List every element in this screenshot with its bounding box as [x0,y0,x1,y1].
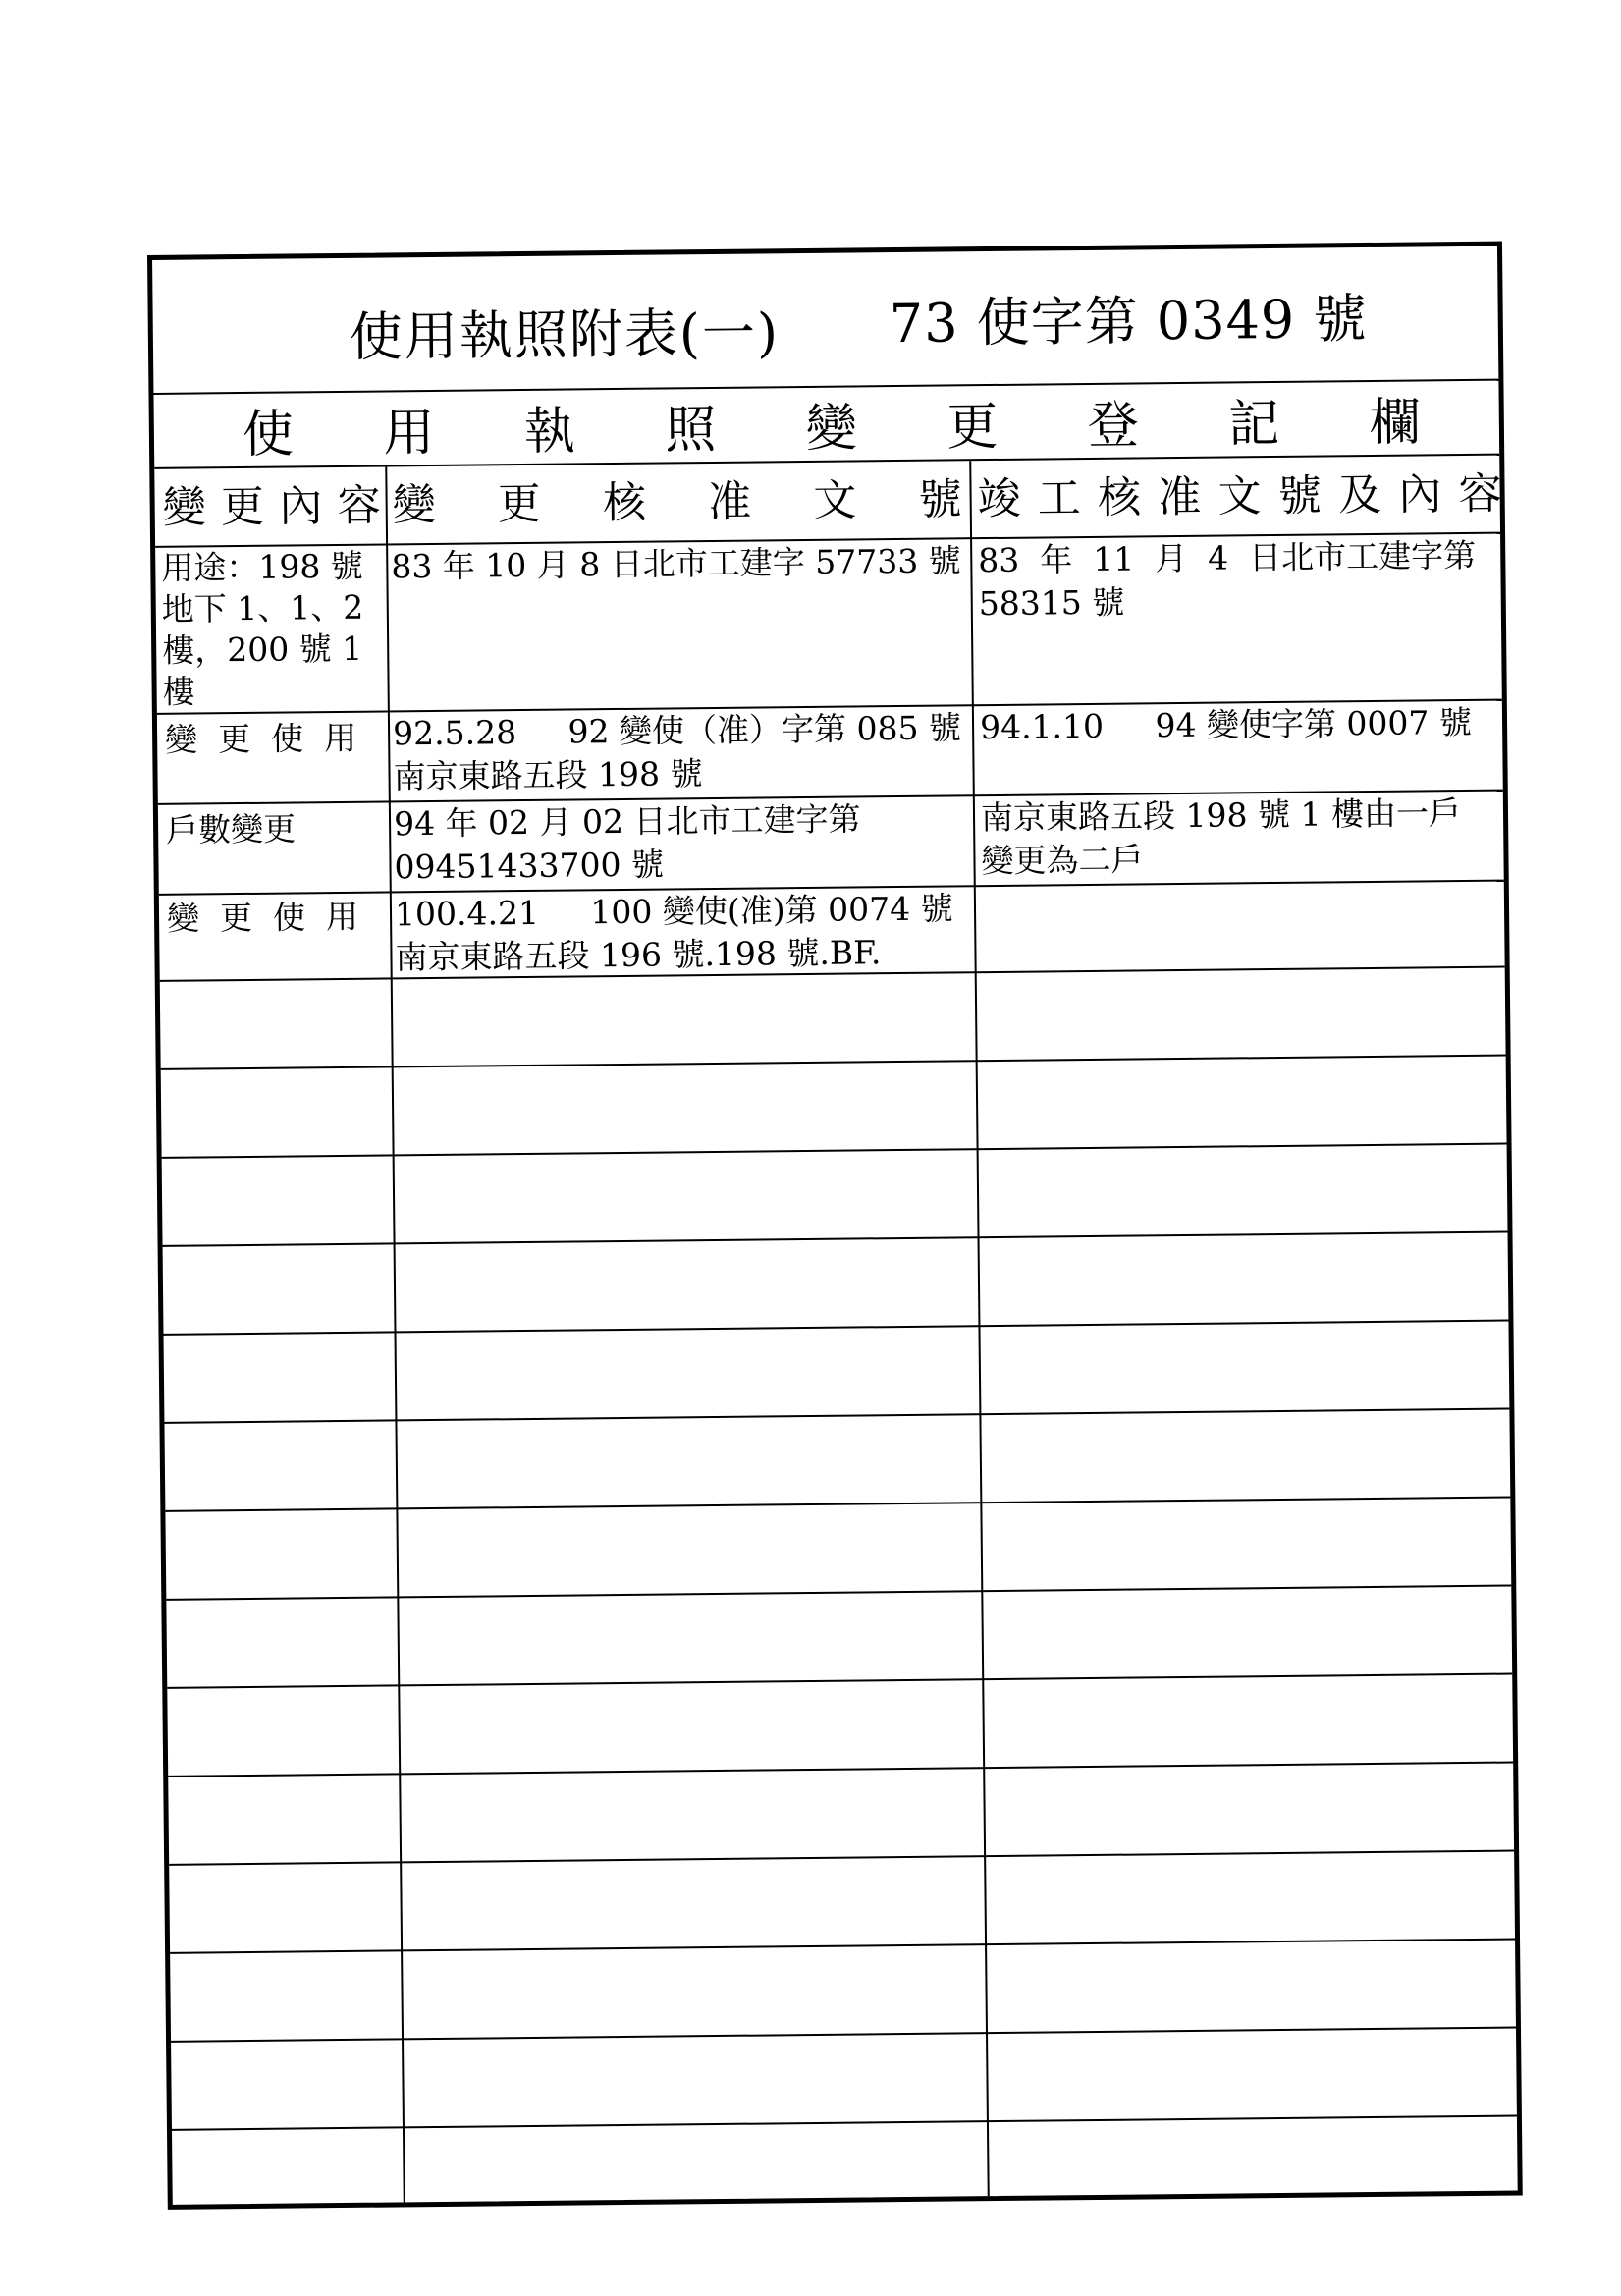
header-char: 工 [1037,473,1082,524]
header-char: 竣 [977,473,1021,525]
header-char: 號 [918,474,962,525]
form-title-row [152,246,1498,395]
header-char: 更 [497,478,542,530]
header-char: 核 [1097,472,1142,523]
register-title-char: 登 [1087,395,1140,456]
row-divider [165,1497,1510,1512]
header-char: 文 [813,475,857,526]
header-char: 准 [707,476,752,528]
register-title-char: 更 [946,397,999,457]
header-char: 內 [1398,469,1442,520]
row-4-content: 變 更 使 用 [166,897,359,938]
row-1-completion: 83 年 11 月 4 日北市工建字第 58315 號 [978,535,1477,624]
register-title-char: 使 [242,404,295,465]
register-title-char: 變 [805,398,858,459]
row-1-content: 用途：198 號 地下 1、1、2 樓，200 號 1 樓 [161,546,364,711]
header-char: 核 [602,477,647,529]
header-char: 容 [337,480,381,531]
row-divider [163,1231,1508,1247]
register-title-char: 照 [665,400,717,460]
header-change-content [162,475,381,540]
header-char: 及 [1337,469,1382,521]
row-divider [167,1673,1512,1689]
row-3-completion: 南京東路五段 198 號 1 樓由一戶 變更為二戶 [980,793,1462,881]
row-divider [166,1585,1511,1601]
row-3-content: 戶數變更 [165,809,297,849]
form-title: 使用執照附表(一) [349,301,781,368]
row-2-completion: 94.1.10 94 變使字第 0007 號 [979,702,1473,747]
row-divider [161,1055,1506,1070]
row-2-content: 變 更 使 用 [164,718,357,759]
row-divider [162,1143,1507,1159]
row-divider [170,1939,1515,1954]
header-char: 號 [1277,470,1323,521]
register-title-char: 記 [1227,394,1280,454]
row-divider [168,1762,1513,1777]
register-title-char: 用 [383,403,435,463]
row-1-approval: 83 年 10 月 8 日北市工建字 57733 號 [391,541,961,586]
row-4-approval: 100.4.21 100 變使(准)第 0074 號 南京東路五段 196 號.198 號.BF. [394,889,953,977]
row-divider [171,2027,1516,2043]
row-divider [169,1850,1514,1866]
header-char: 准 [1158,471,1202,523]
row-divider [164,1408,1509,1424]
header-completion-approval [977,464,1502,532]
row-3-approval: 94 年 02 月 02 日北市工建字第 09451433700 號 [393,799,861,887]
register-title-char: 欄 [1369,392,1422,453]
register-title [153,379,1499,469]
header-char: 文 [1217,471,1262,522]
row-divider [172,2114,1517,2130]
register-title-char: 執 [523,401,576,462]
license-form [147,242,1523,2210]
row-2-approval: 92.5.28 92 變使（准）字第 085 號 南京東路五段 198 號 [392,708,962,796]
row-divider [163,1320,1508,1336]
change-register-table [154,456,1517,2205]
header-char: 內 [279,481,323,532]
header-char: 更 [220,481,265,533]
header-char: 變 [162,482,206,533]
header-char: 變 [392,479,436,531]
header-change-approval [392,468,962,537]
header-char: 容 [1458,468,1502,520]
license-number: 73 使字第 0349 號 [889,287,1368,355]
